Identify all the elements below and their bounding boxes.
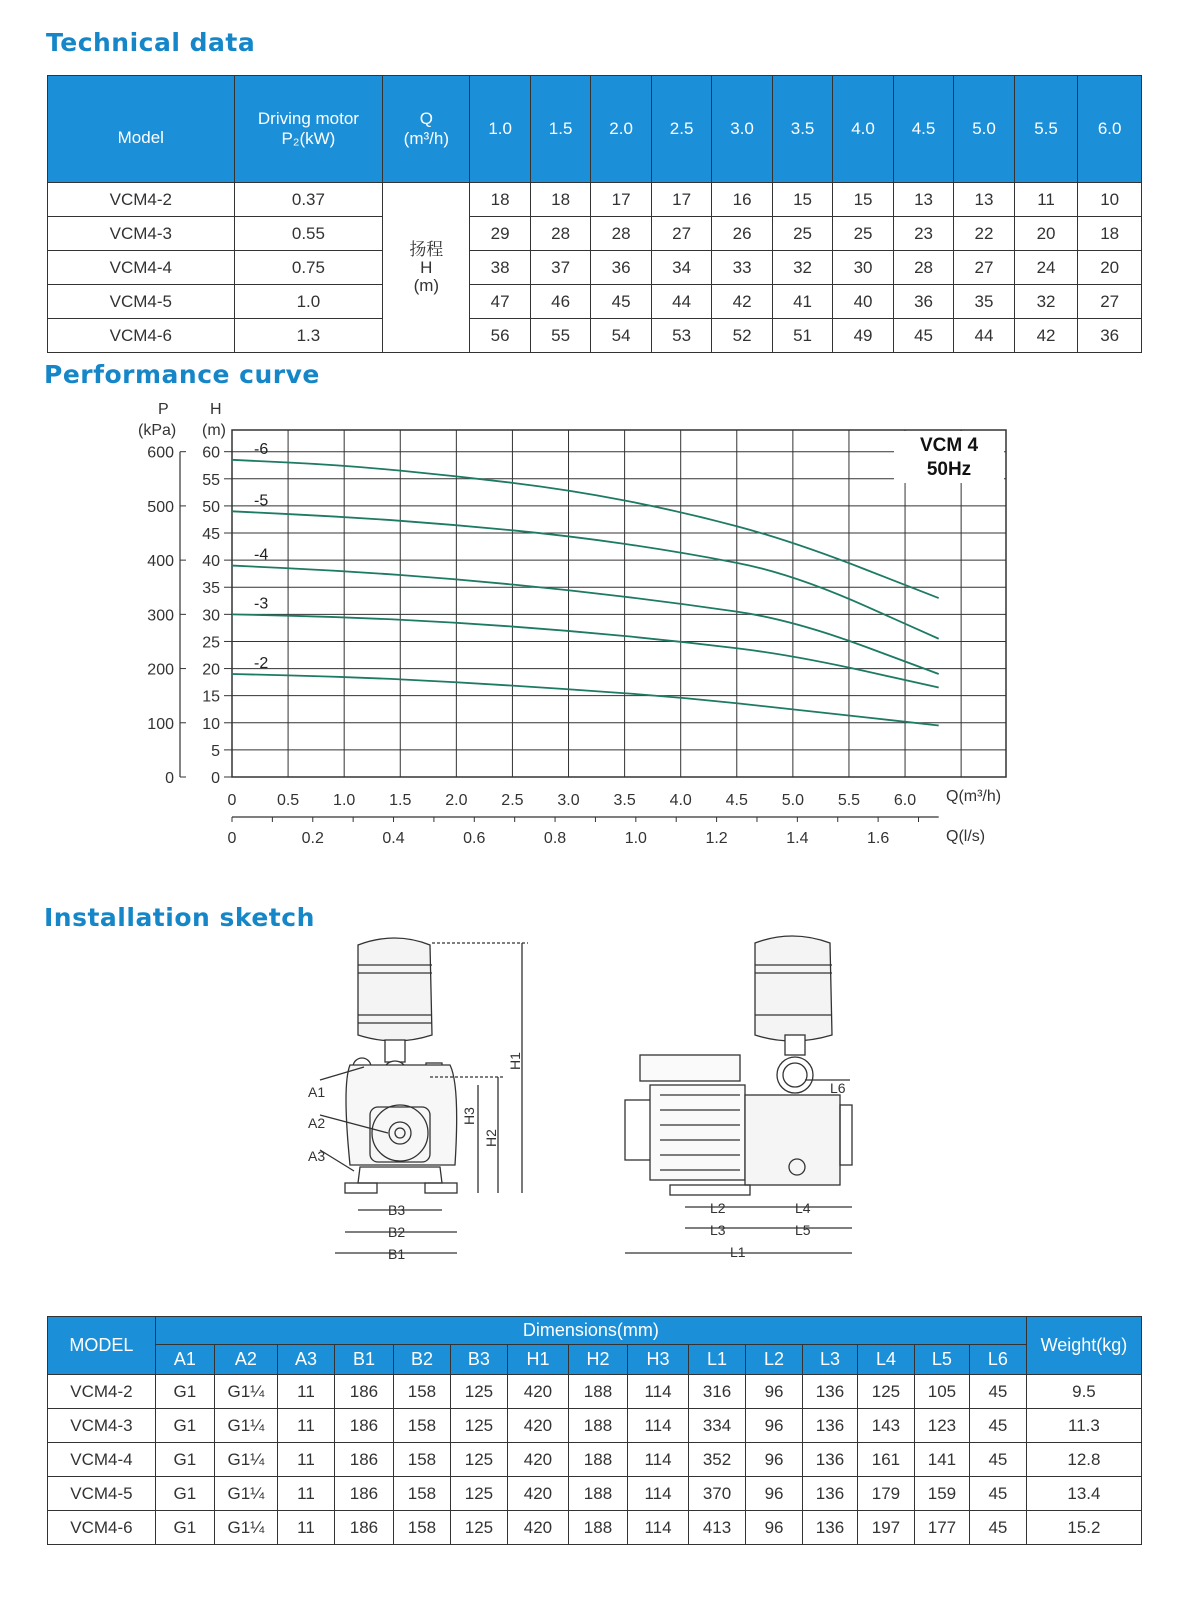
p-tick-label: 100 [147, 715, 174, 733]
dim-cell: 159 [914, 1477, 969, 1511]
dim-cell: 125 [857, 1375, 914, 1409]
table-row [48, 1375, 1142, 1409]
dim-cell: 188 [568, 1375, 627, 1409]
p-tick-label: 200 [147, 661, 174, 679]
model-cell: VCM4-3 [48, 1409, 156, 1443]
head-cell: 20 [1078, 251, 1142, 285]
sketch-label-l6: L6 [830, 1080, 846, 1096]
side-view-drawing [625, 936, 852, 1253]
installation-sketch-svg [300, 935, 900, 1295]
weight-cell: 13.4 [1026, 1477, 1141, 1511]
power-cell: 0.75 [234, 251, 383, 285]
dim-cell: 96 [746, 1409, 803, 1443]
dim-column-header: L2 [746, 1345, 803, 1375]
sketch-label-a2: A2 [308, 1115, 326, 1131]
x-tick-label: 4.0 [669, 792, 692, 809]
performance-chart [130, 401, 1050, 870]
curve-label: -6 [254, 440, 269, 458]
head-cell: 11 [1014, 183, 1078, 217]
sketch-label-l1: L1 [730, 1244, 746, 1260]
dim-cell: 114 [628, 1477, 689, 1511]
x2-axis-title: Q(l/s) [946, 828, 986, 845]
head-cell: 20 [1014, 217, 1078, 251]
head-cell: 23 [893, 217, 953, 251]
dimensions-table [47, 1316, 1142, 1545]
head-cell: 49 [833, 319, 893, 353]
dim-cell: 316 [689, 1375, 746, 1409]
dim-cell: G1¼ [214, 1443, 277, 1477]
sketch-label-b3: B3 [388, 1202, 406, 1218]
q-value-header: 2.0 [591, 76, 651, 183]
dim-cell: G1 [155, 1511, 214, 1545]
q-header [383, 76, 470, 183]
model-cell: VCM4-4 [48, 1443, 156, 1477]
p-axis-title: P [158, 401, 169, 418]
x-tick-label: 4.5 [725, 792, 748, 809]
head-cell: 52 [712, 319, 772, 353]
dim-column-header: A3 [277, 1345, 334, 1375]
head-cell: 54 [591, 319, 651, 353]
dim-cell: G1¼ [214, 1409, 277, 1443]
head-label-line3: (m) [413, 275, 440, 295]
h-tick-label: 25 [202, 634, 220, 652]
table-row [48, 1409, 1142, 1443]
dim-cell: 136 [803, 1409, 858, 1443]
head-label-cell [383, 183, 470, 353]
model-cell: VCM4-3 [48, 217, 235, 251]
h-tick-label: 30 [202, 607, 220, 625]
model-cell: VCM4-4 [48, 251, 235, 285]
power-cell: 0.55 [234, 217, 383, 251]
q-value-header: 1.0 [470, 76, 530, 183]
tech-header-row [48, 76, 1142, 183]
dim-cell: 125 [450, 1477, 507, 1511]
model-cell: VCM4-6 [48, 319, 235, 353]
front-view-drawing [320, 938, 528, 1253]
p-tick-label: 600 [147, 444, 174, 462]
dim-cell: 186 [334, 1443, 393, 1477]
head-cell: 40 [833, 285, 893, 319]
dim-cell: 197 [857, 1511, 914, 1545]
sketch-label-l3: L3 [710, 1222, 726, 1238]
x2-tick-label: 0.6 [463, 830, 486, 847]
x-tick-label: 3.0 [557, 792, 580, 809]
dim-cell: 123 [914, 1409, 969, 1443]
x2-tick-label: 1.2 [705, 830, 728, 847]
chart-subtitle: 50Hz [926, 459, 972, 480]
dim-cell: 186 [334, 1511, 393, 1545]
dim-cell: 136 [803, 1443, 858, 1477]
sketch-label-h3: H3 [461, 1107, 477, 1125]
head-cell: 10 [1078, 183, 1142, 217]
curve-label: -2 [254, 654, 269, 672]
dim-cell: 188 [568, 1443, 627, 1477]
dim-cell: 45 [969, 1409, 1026, 1443]
h-tick-label: 15 [202, 688, 220, 706]
p-tick-label: 400 [147, 553, 174, 571]
head-cell: 25 [833, 217, 893, 251]
head-cell: 32 [1014, 285, 1078, 319]
dim-column-header: L5 [914, 1345, 969, 1375]
performance-curve-title: Performance curve [44, 360, 320, 389]
table-row [48, 1477, 1142, 1511]
dim-column-header: L3 [803, 1345, 858, 1375]
p-axis-unit: (kPa) [138, 422, 177, 439]
dim-cell: G1 [155, 1375, 214, 1409]
dim-cell: 96 [746, 1511, 803, 1545]
model-cell: VCM4-5 [48, 1477, 156, 1511]
model-cell: VCM4-5 [48, 285, 235, 319]
dim-cell: 125 [450, 1443, 507, 1477]
dim-cell: 334 [689, 1409, 746, 1443]
x-tick-label: 1.5 [389, 792, 412, 809]
table-row [48, 319, 1142, 353]
p-tick-label: 300 [147, 607, 174, 625]
head-cell: 16 [712, 183, 772, 217]
h-tick-label: 10 [202, 715, 220, 733]
model-cell: VCM4-6 [48, 1511, 156, 1545]
dim-cell: 96 [746, 1375, 803, 1409]
table-row [48, 285, 1142, 319]
head-cell: 32 [772, 251, 832, 285]
dim-cell: 125 [450, 1511, 507, 1545]
head-cell: 15 [833, 183, 893, 217]
head-cell: 15 [772, 183, 832, 217]
dim-cell: 186 [334, 1477, 393, 1511]
h-tick-label: 0 [211, 770, 220, 787]
h-axis-unit: (m) [202, 422, 226, 439]
dim-cell: 114 [628, 1409, 689, 1443]
dim-cell: 158 [393, 1511, 450, 1545]
dim-cell: 420 [507, 1409, 568, 1443]
head-cell: 13 [893, 183, 953, 217]
head-cell: 46 [530, 285, 590, 319]
table-row [48, 1443, 1142, 1477]
dim-cell: 11 [277, 1375, 334, 1409]
sketch-label-a3: A3 [308, 1148, 326, 1164]
sketch-label-a1: A1 [308, 1084, 326, 1100]
dim-cell: 45 [969, 1443, 1026, 1477]
q-value-header: 4.5 [893, 76, 953, 183]
dim-cell: 45 [969, 1477, 1026, 1511]
head-cell: 42 [1014, 319, 1078, 353]
dim-cell: 413 [689, 1511, 746, 1545]
x-axis-title: Q(m³/h) [946, 788, 1002, 805]
dim-cell: 45 [969, 1375, 1026, 1409]
head-label-line1: 扬程 [409, 239, 444, 259]
head-cell: 28 [591, 217, 651, 251]
x-tick-label: 2.5 [501, 792, 524, 809]
dim-cell: 11 [277, 1511, 334, 1545]
h-axis-title: H [210, 401, 222, 418]
q-value-header: 1.5 [530, 76, 590, 183]
h-tick-label: 50 [202, 498, 220, 516]
x2-tick-label: 0.2 [301, 830, 324, 847]
dim-header-row-1 [48, 1317, 1142, 1345]
weight-cell: 15.2 [1026, 1511, 1141, 1545]
head-cell: 18 [1078, 217, 1142, 251]
p-tick-label: 0 [165, 770, 174, 787]
head-cell: 25 [772, 217, 832, 251]
head-cell: 17 [651, 183, 711, 217]
dimensions-header: Dimensions(mm) [155, 1317, 1026, 1345]
q-value-header: 6.0 [1078, 76, 1142, 183]
head-cell: 51 [772, 319, 832, 353]
x2-tick-label: 1.0 [624, 830, 647, 847]
power-cell: 1.0 [234, 285, 383, 319]
dim-cell: 11 [277, 1477, 334, 1511]
h-tick-label: 55 [202, 471, 220, 489]
head-cell: 44 [651, 285, 711, 319]
x-tick-label: 0.5 [276, 792, 300, 809]
dim-cell: G1¼ [214, 1477, 277, 1511]
table-row [48, 183, 1142, 217]
dim-cell: 188 [568, 1409, 627, 1443]
dim-cell: 114 [628, 1511, 689, 1545]
power-cell: 1.3 [234, 319, 383, 353]
head-label-line2: H [420, 257, 433, 277]
dim-cell: 136 [803, 1375, 858, 1409]
head-cell: 47 [470, 285, 530, 319]
sketch-label-l2: L2 [710, 1200, 726, 1216]
head-cell: 18 [530, 183, 590, 217]
curve-line [232, 511, 939, 638]
performance-chart-svg [130, 401, 1050, 870]
dim-cell: 105 [914, 1375, 969, 1409]
dim-cell: 161 [857, 1443, 914, 1477]
head-cell: 28 [530, 217, 590, 251]
dim-cell: 143 [857, 1409, 914, 1443]
dim-cell: 420 [507, 1443, 568, 1477]
q-value-header: 3.0 [712, 76, 772, 183]
dim-cell: 158 [393, 1375, 450, 1409]
weight-cell: 11.3 [1026, 1409, 1141, 1443]
dim-column-header: L1 [689, 1345, 746, 1375]
head-cell: 45 [893, 319, 953, 353]
dim-cell: 11 [277, 1409, 334, 1443]
model-header: MODEL [48, 1317, 156, 1375]
dim-cell: 179 [857, 1477, 914, 1511]
x-tick-label: 1.0 [333, 792, 356, 809]
curve-line [232, 674, 939, 726]
x2-tick-label: 0.4 [382, 830, 405, 847]
head-cell: 55 [530, 319, 590, 353]
installation-sketch-title: Installation sketch [44, 903, 315, 932]
curve-label: -3 [254, 595, 269, 613]
dim-cell: 136 [803, 1477, 858, 1511]
motor-header [234, 76, 383, 183]
head-cell: 36 [591, 251, 651, 285]
model-cell: VCM4-2 [48, 1375, 156, 1409]
dim-column-header: L6 [969, 1345, 1026, 1375]
sketch-label-b1: B1 [388, 1246, 406, 1262]
head-cell: 44 [954, 319, 1014, 353]
h-tick-label: 40 [202, 553, 220, 571]
weight-header: Weight(kg) [1026, 1317, 1141, 1375]
head-cell: 24 [1014, 251, 1078, 285]
technical-data-table [47, 75, 1142, 353]
dim-column-header: B3 [450, 1345, 507, 1375]
q-value-header: 5.0 [954, 76, 1014, 183]
table-row [48, 1511, 1142, 1545]
x-tick-label: 5.5 [837, 792, 861, 809]
dim-cell: 114 [628, 1375, 689, 1409]
dim-cell: 136 [803, 1511, 858, 1545]
motor-header-line2: P₂(kW) [281, 129, 336, 148]
weight-cell: 12.8 [1026, 1443, 1141, 1477]
dim-cell: 370 [689, 1477, 746, 1511]
head-cell: 56 [470, 319, 530, 353]
head-cell: 27 [954, 251, 1014, 285]
q-header-line1: Q [419, 109, 433, 128]
weight-cell: 9.5 [1026, 1375, 1141, 1409]
dim-cell: G1 [155, 1477, 214, 1511]
head-cell: 13 [954, 183, 1014, 217]
dim-column-header: A2 [214, 1345, 277, 1375]
curve-line [232, 460, 939, 598]
head-cell: 33 [712, 251, 772, 285]
dim-column-header: A1 [155, 1345, 214, 1375]
head-cell: 34 [651, 251, 711, 285]
p-tick-label: 500 [147, 498, 174, 516]
q-value-header: 4.0 [833, 76, 893, 183]
h-tick-label: 45 [202, 526, 220, 544]
head-cell: 36 [1078, 319, 1142, 353]
h-tick-label: 20 [202, 661, 220, 679]
sketch-label-h2: H2 [483, 1129, 499, 1147]
x-tick-label: 0 [227, 792, 237, 809]
dim-cell: 45 [969, 1511, 1026, 1545]
q-value-header: 2.5 [651, 76, 711, 183]
dim-cell: 188 [568, 1477, 627, 1511]
sketch-label-l5: L5 [795, 1222, 811, 1238]
head-cell: 41 [772, 285, 832, 319]
dim-cell: 177 [914, 1511, 969, 1545]
curve-label: -4 [254, 546, 269, 564]
table-row [48, 251, 1142, 285]
x-tick-label: 2.0 [445, 792, 468, 809]
plot-border [232, 430, 1006, 777]
x2-tick-label: 1.4 [786, 830, 809, 847]
sketch-label-h1: H1 [507, 1052, 523, 1070]
x-tick-label: 5.0 [781, 792, 804, 809]
head-cell: 35 [954, 285, 1014, 319]
head-cell: 27 [651, 217, 711, 251]
head-cell: 45 [591, 285, 651, 319]
dim-cell: 188 [568, 1511, 627, 1545]
technical-data-title: Technical data [46, 28, 256, 57]
dim-cell: 96 [746, 1477, 803, 1511]
table-row [48, 217, 1142, 251]
head-cell: 26 [712, 217, 772, 251]
chart-title: VCM 4 [919, 435, 979, 456]
dim-cell: 11 [277, 1443, 334, 1477]
x2-tick-label: 0 [227, 830, 237, 847]
dim-cell: 96 [746, 1443, 803, 1477]
dim-cell: 125 [450, 1375, 507, 1409]
head-cell: 18 [470, 183, 530, 217]
head-cell: 38 [470, 251, 530, 285]
dim-column-header: H2 [568, 1345, 627, 1375]
dim-cell: G1 [155, 1443, 214, 1477]
power-cell: 0.37 [234, 183, 383, 217]
h-tick-label: 35 [202, 580, 220, 598]
head-cell: 53 [651, 319, 711, 353]
h-tick-label: 60 [202, 444, 220, 462]
x2-tick-label: 0.8 [543, 830, 567, 847]
dim-cell: G1¼ [214, 1375, 277, 1409]
dim-cell: 158 [393, 1409, 450, 1443]
head-cell: 30 [833, 251, 893, 285]
head-cell: 42 [712, 285, 772, 319]
dim-cell: 186 [334, 1409, 393, 1443]
dim-cell: 186 [334, 1375, 393, 1409]
x2-tick-label: 1.6 [866, 830, 890, 847]
curve-label: -5 [254, 492, 269, 510]
dim-cell: 352 [689, 1443, 746, 1477]
head-cell: 28 [893, 251, 953, 285]
dim-cell: 158 [393, 1443, 450, 1477]
sketch-label-l4: L4 [795, 1200, 811, 1216]
q-value-header: 3.5 [772, 76, 832, 183]
dim-cell: 158 [393, 1477, 450, 1511]
dim-cell: 420 [507, 1375, 568, 1409]
h-tick-label: 5 [211, 742, 220, 760]
dim-cell: 125 [450, 1409, 507, 1443]
x-tick-label: 3.5 [613, 792, 636, 809]
dim-column-header: B2 [393, 1345, 450, 1375]
head-cell: 22 [954, 217, 1014, 251]
dim-cell: 420 [507, 1477, 568, 1511]
motor-header-line1: Driving motor [257, 109, 359, 128]
installation-sketch [300, 935, 900, 1295]
sketch-label-b2: B2 [388, 1224, 406, 1240]
dim-cell: G1 [155, 1409, 214, 1443]
dim-cell: 420 [507, 1511, 568, 1545]
head-cell: 29 [470, 217, 530, 251]
dim-column-header: H3 [628, 1345, 689, 1375]
dim-cell: 141 [914, 1443, 969, 1477]
model-cell: VCM4-2 [48, 183, 235, 217]
dim-column-header: H1 [507, 1345, 568, 1375]
dim-column-header: L4 [857, 1345, 914, 1375]
dim-cell: 114 [628, 1443, 689, 1477]
dim-cell: G1¼ [214, 1511, 277, 1545]
dim-column-header: B1 [334, 1345, 393, 1375]
model-header: Model [48, 76, 235, 183]
q-value-header: 5.5 [1014, 76, 1078, 183]
head-cell: 36 [893, 285, 953, 319]
dim-header-row-2 [48, 1345, 1142, 1375]
q-header-line2: (m³/h) [403, 129, 449, 148]
head-cell: 37 [530, 251, 590, 285]
x-tick-label: 6.0 [893, 792, 917, 809]
curve-line [232, 566, 939, 674]
head-cell: 27 [1078, 285, 1142, 319]
head-cell: 17 [591, 183, 651, 217]
